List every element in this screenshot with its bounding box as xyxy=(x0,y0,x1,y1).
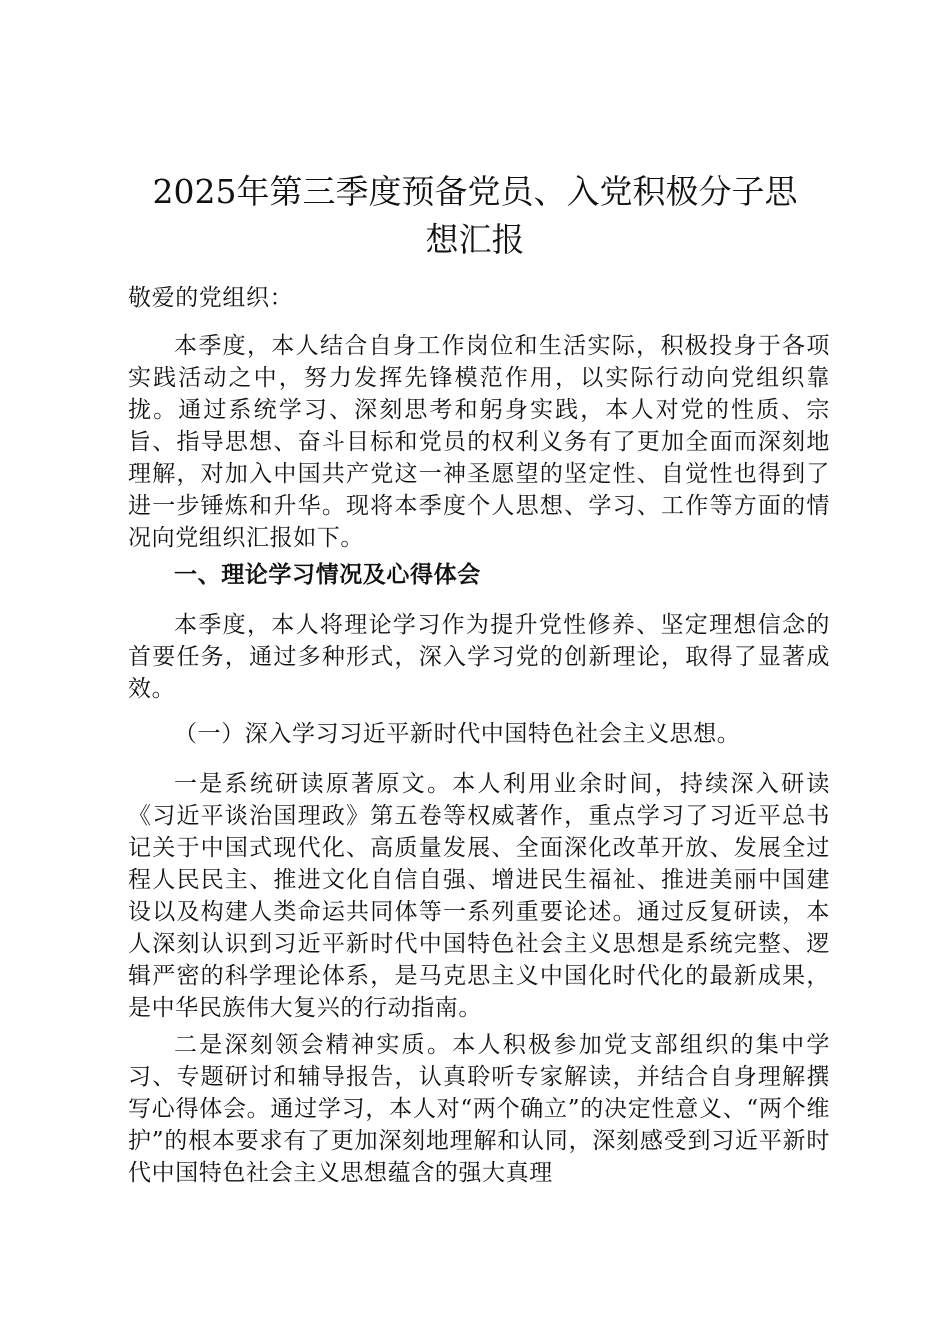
title-line-2: 想汇报 xyxy=(425,220,525,259)
title-line-1: 2025年第三季度预备党员、入党积极分子思 xyxy=(152,172,798,211)
salutation: 敬爱的党组织： xyxy=(128,285,294,311)
document-title xyxy=(120,168,830,264)
section-heading-1: 一、理论学习情况及心得体会 xyxy=(174,562,481,588)
point-2-paragraph: 二是深刻领会精神实质。本人积极参加党支部组织的集中学习、专题研讨和辅导报告，认真聆听专家解读，并结合自身理解撰写心得体会。通过学习，本人对“两个确立”的决定性意义、“两个维护”的根本要求有了更加深刻地理解和认同，深刻感受到习近平新时代中国特色社会主义思想蕴含的强大真理 xyxy=(128,1032,830,1186)
section-1-intro: 本季度，本人将理论学习作为提升党性修养、坚定理想信念的首要任务，通过多种形式，深入学习党的创新理论，取得了显著成效。 xyxy=(128,612,830,702)
subsection-heading-1: （一）深入学习习近平新时代中国特色社会主义思想。 xyxy=(174,721,741,747)
point-1-paragraph: 一是系统研读原著原文。本人利用业余时间，持续深入研读《习近平谈治国理政》第五卷等权威著作，重点学习了习近平总书记关于中国式现代化、高质量发展、全面深化改革开放、发展全过程人民民主、推进文化自信自强、增进民生福祉、推进美丽中国建设以及构建人类命运共同体等一系列重要论述。通过反复研读，本人深刻认识到习近平新时代中国特色社会主义思想是系统完整、逻辑严密的科学理论体系，是马克思主义中国化时代化的最新成果，是中华民族伟大复兴的行动指南。 xyxy=(128,771,830,1021)
intro-paragraph: 本季度，本人结合自身工作岗位和生活实际，积极投身于各项实践活动之中，努力发挥先锋模范作用，以实际行动向党组织靠拢。通过系统学习、深刻思考和躬身实践，本人对党的性质、宗旨、指导思想、奋斗目标和党员的权利义务有了更加全面而深刻地理解，对加入中国共产党这一神圣愿望的坚定性、自觉性也得到了进一步锤炼和升华。现将本季度个人思想、学习、工作等方面的情况向党组织汇报如下。 xyxy=(128,333,830,551)
